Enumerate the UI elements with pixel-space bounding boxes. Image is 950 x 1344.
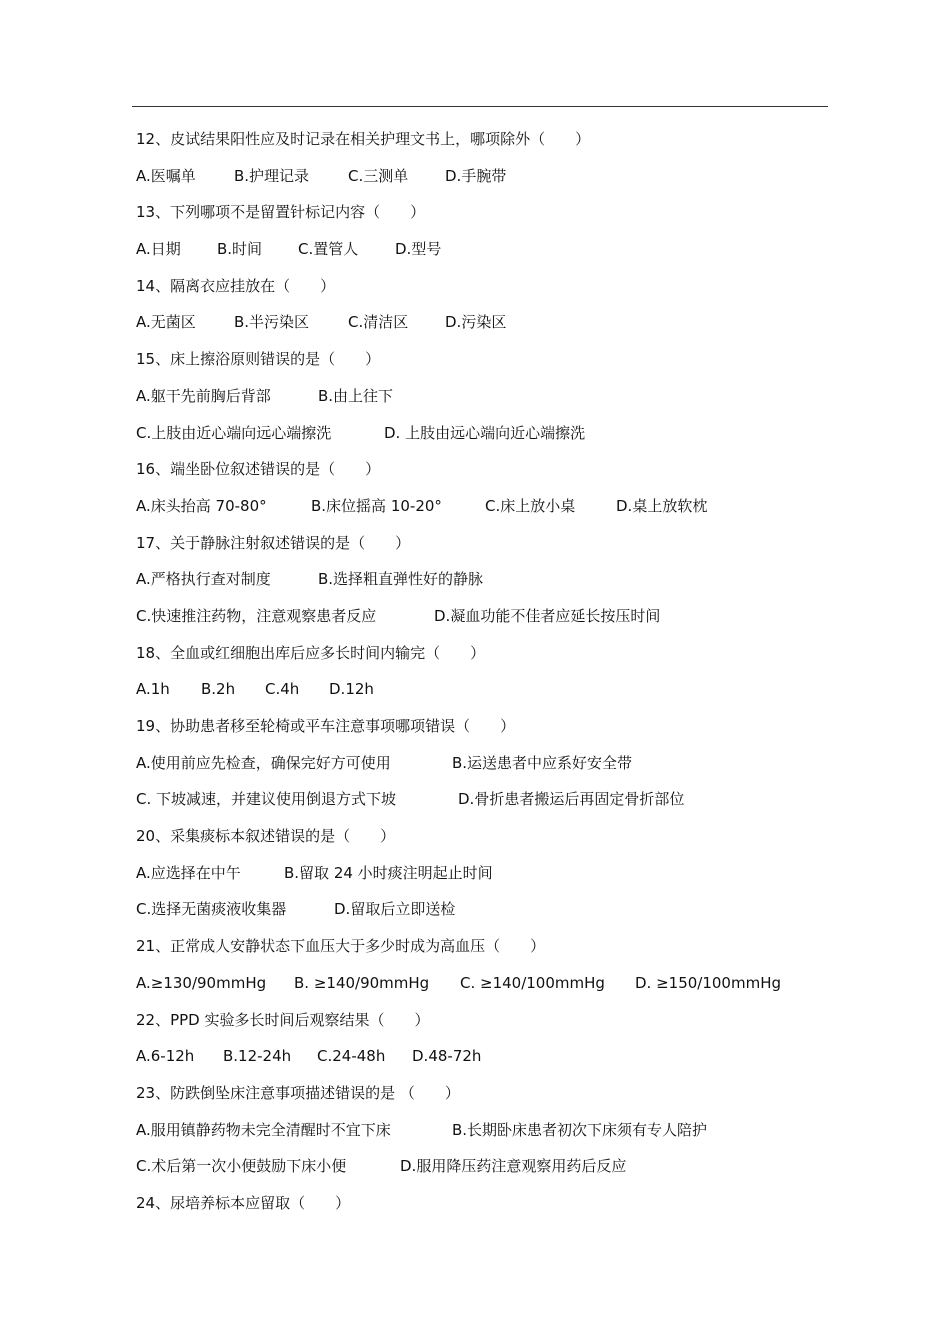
option-choice: D.型号 [395, 240, 442, 259]
option-choice: D.污染区 [445, 313, 507, 332]
option-choice: C.清洁区 [348, 313, 409, 332]
option-choice: D.凝血功能不佳者应延长按压时间 [434, 606, 661, 625]
question-text: 15、床上擦浴原则错误的是（ ） [136, 350, 381, 369]
option-row [136, 965, 836, 1002]
option-choice: D.手腕带 [445, 166, 507, 185]
question-text: 23、防跌倒坠床注意事项描述错误的是 （ ） [136, 1083, 460, 1102]
option-choice: C.快速推注药物，注意观察患者反应 [136, 606, 377, 625]
option-row [136, 1038, 836, 1075]
question-text: 24、尿培养标本应留取（ ） [136, 1193, 351, 1212]
option-row [136, 378, 836, 415]
option-choice: B.留取 24 小时痰注明起止时间 [284, 863, 493, 882]
option-choice: B.长期卧床患者初次下床须有专人陪护 [452, 1120, 708, 1139]
option-choice: C. 下坡减速，并建议使用倒退方式下坡 [136, 790, 397, 809]
option-choice: B.12-24h [223, 1047, 292, 1066]
option-row [136, 671, 836, 708]
option-row [136, 158, 836, 195]
question-text: 19、协助患者移至轮椅或平车注意事项哪项错误（ ） [136, 717, 516, 735]
option-choice: B.由上往下 [318, 386, 394, 405]
option-choice: D.48-72h [412, 1047, 482, 1066]
option-choice: B.护理记录 [234, 166, 310, 185]
question-text: 14、隔离衣应挂放在（ ） [136, 276, 336, 295]
option-choice: A.6-12h [136, 1047, 195, 1066]
option-choice: C.三测单 [348, 166, 409, 185]
question-text: 17、关于静脉注射叙述错误的是（ ） [136, 533, 411, 552]
option-choice: A.日期 [136, 240, 181, 259]
option-choice: C.术后第一次小便鼓励下床小便 [136, 1157, 347, 1176]
option-row [136, 231, 836, 268]
option-choice: D.桌上放软枕 [616, 496, 708, 515]
option-row [136, 415, 836, 452]
option-row [136, 781, 836, 818]
header-rule [132, 106, 828, 107]
option-choice: B.运送患者中应系好安全带 [452, 753, 633, 772]
option-choice: D.留取后立即送检 [334, 900, 456, 919]
option-row [136, 561, 836, 598]
option-choice: B.选择粗直弹性好的静脉 [318, 570, 484, 589]
option-choice: C.床上放小桌 [485, 496, 576, 515]
option-choice: A.严格执行查对制度 [136, 570, 271, 589]
option-row [136, 1112, 836, 1149]
option-choice: B.半污染区 [234, 313, 310, 332]
option-choice: B.2h [201, 680, 236, 699]
question-text: 22、PPD 实验多长时间后观察结果（ ） [136, 1010, 430, 1029]
question-text: 16、端坐卧位叙述错误的是（ ） [136, 460, 381, 479]
option-choice: A.使用前应先检查，确保完好方可使用 [136, 753, 391, 772]
question-list [136, 121, 836, 1222]
option-row [136, 745, 836, 782]
option-choice: C.置管人 [298, 240, 359, 259]
option-choice: C.4h [265, 680, 300, 699]
option-choice: C. ≥140/100mmHg [460, 973, 605, 992]
question-text: 21、正常成人安静状态下血压大于多少时成为高血压（ ） [136, 937, 546, 956]
option-choice: A.无菌区 [136, 313, 196, 332]
option-choice: B. ≥140/90mmHg [294, 973, 430, 992]
question-text: 13、下列哪项不是留置针标记内容（ ） [136, 203, 426, 222]
option-choice: D.服用降压药注意观察用药后反应 [400, 1157, 627, 1176]
option-choice: B.床位摇高 10-20° [311, 496, 442, 515]
option-choice: B.时间 [217, 240, 263, 259]
question-text: 20、采集痰标本叙述错误的是（ ） [136, 827, 396, 846]
option-choice: C.24-48h [317, 1047, 386, 1066]
option-choice: A.医嘱单 [136, 166, 196, 185]
question-text: 18、全血或红细胞出库后应多长时间内输完（ ） [136, 643, 486, 662]
option-choice: A.1h [136, 680, 170, 699]
option-choice: C.上肢由近心端向远心端擦洗 [136, 423, 332, 442]
option-choice: A.应选择在中午 [136, 863, 241, 882]
option-row [136, 598, 836, 635]
option-row [136, 891, 836, 928]
option-choice: A.服用镇静药物未完全清醒时不宜下床 [136, 1120, 391, 1139]
option-row [136, 488, 836, 525]
question-text: 12、皮试结果阳性应及时记录在相关护理文书上，哪项除外（ ） [136, 130, 591, 148]
option-choice: D.骨折患者搬运后再固定骨折部位 [458, 790, 685, 809]
option-choice: C.选择无菌痰液收集器 [136, 900, 287, 919]
option-choice: D.12h [329, 680, 374, 699]
option-row [136, 1148, 836, 1185]
option-choice: A.躯干先前胸后背部 [136, 386, 271, 405]
option-choice: A.≥130/90mmHg [136, 973, 267, 992]
option-row [136, 855, 836, 892]
option-choice: A.床头抬高 70-80° [136, 496, 267, 515]
option-row [136, 304, 836, 341]
option-choice: D. 上肢由远心端向近心端擦洗 [384, 423, 586, 442]
option-choice: D. ≥150/100mmHg [635, 973, 781, 992]
